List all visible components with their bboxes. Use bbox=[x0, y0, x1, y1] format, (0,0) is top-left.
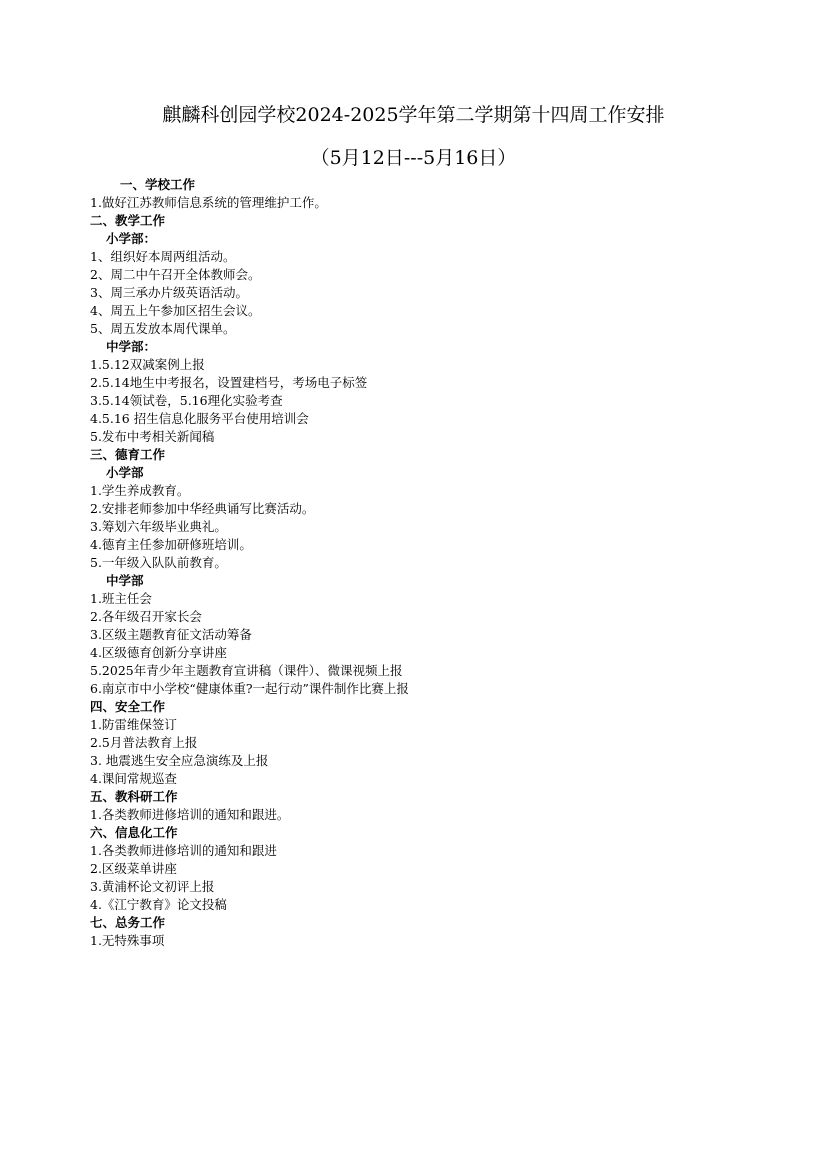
section-heading-school: 一、学校工作 bbox=[120, 177, 196, 192]
subsection-label-middle: 中学部： bbox=[106, 339, 157, 354]
list-item: 4、周五上午参加区招生会议。 bbox=[90, 303, 261, 318]
list-item: 2.安排老师参加中华经典诵写比赛活动。 bbox=[90, 501, 315, 516]
list-item: 3.区级主题教育征文活动筹备 bbox=[90, 627, 252, 642]
list-item: 5、周五发放本周代课单。 bbox=[90, 321, 236, 336]
document-body bbox=[90, 176, 790, 950]
section-heading-it: 六、信息化工作 bbox=[90, 825, 178, 840]
list-item: 1.5.12双减案例上报 bbox=[90, 357, 205, 372]
list-item: 1.各类教师进修培训的通知和跟进 bbox=[90, 843, 277, 858]
list-item: 4.5.16 招生信息化服务平台使用培训会 bbox=[90, 411, 309, 426]
section-heading-teaching: 二、教学工作 bbox=[90, 213, 166, 228]
list-item: 3、周三承办片级英语活动。 bbox=[90, 285, 248, 300]
list-item: 5.一年级入队队前教育。 bbox=[90, 555, 227, 570]
list-item: 2、周二中午召开全体教师会。 bbox=[90, 267, 261, 282]
document-subtitle: （5月12日---5月16日） bbox=[310, 147, 517, 169]
list-item: 3.筹划六年级毕业典礼。 bbox=[90, 519, 227, 534]
list-item: 4.《江宁教育》论文投稿 bbox=[90, 897, 227, 912]
section-heading-general: 七、总务工作 bbox=[90, 915, 166, 930]
list-item: 4.德育主任参加研修班培训。 bbox=[90, 537, 252, 552]
list-item: 3.5.14领试卷，5.16理化实验考查 bbox=[90, 393, 283, 408]
list-item: 4.课间常规巡查 bbox=[90, 771, 177, 786]
list-item: 1.学生养成教育。 bbox=[90, 483, 190, 498]
list-item: 2.区级菜单讲座 bbox=[90, 861, 177, 876]
section-heading-research: 五、教科研工作 bbox=[90, 789, 178, 804]
list-item: 1.做好江苏教师信息系统的管理维护工作。 bbox=[90, 195, 327, 210]
list-item: 1.无特殊事项 bbox=[90, 933, 165, 948]
section-heading-moral: 三、德育工作 bbox=[90, 447, 166, 462]
list-item: 4.区级德育创新分享讲座 bbox=[90, 645, 227, 660]
list-item: 1.防雷维保签订 bbox=[90, 717, 177, 732]
list-item: 1.班主任会 bbox=[90, 591, 152, 606]
subsection-label-primary: 小学部： bbox=[106, 231, 157, 246]
section-heading-safety: 四、安全工作 bbox=[90, 699, 166, 714]
list-item: 3.黄浦杯论文初评上报 bbox=[90, 879, 215, 894]
list-item: 5.发布中考相关新闻稿 bbox=[90, 429, 215, 444]
list-item: 2.各年级召开家长会 bbox=[90, 609, 202, 624]
list-item: 1、组织好本周两组活动。 bbox=[90, 249, 236, 264]
list-item: 5.2025年青少年主题教育宣讲稿（课件）、微课视频上报 bbox=[90, 663, 403, 678]
list-item: 1.各类教师进修培训的通知和跟进。 bbox=[90, 807, 290, 822]
list-item: 2.5.14地生中考报名，设置建档号，考场电子标签 bbox=[90, 375, 368, 390]
subsection-label-middle: 中学部 bbox=[106, 573, 144, 588]
document-title: 麒麟科创园学校2024-2025学年第二学期第十四周工作安排 bbox=[162, 104, 665, 126]
subsection-label-primary: 小学部 bbox=[106, 465, 144, 480]
list-item: 3. 地震逃生安全应急演练及上报 bbox=[90, 753, 269, 768]
list-item: 2.5月普法教育上报 bbox=[90, 735, 198, 750]
list-item: 6.南京市中小学校“健康体重?一起行动”课件制作比赛上报 bbox=[90, 681, 409, 696]
